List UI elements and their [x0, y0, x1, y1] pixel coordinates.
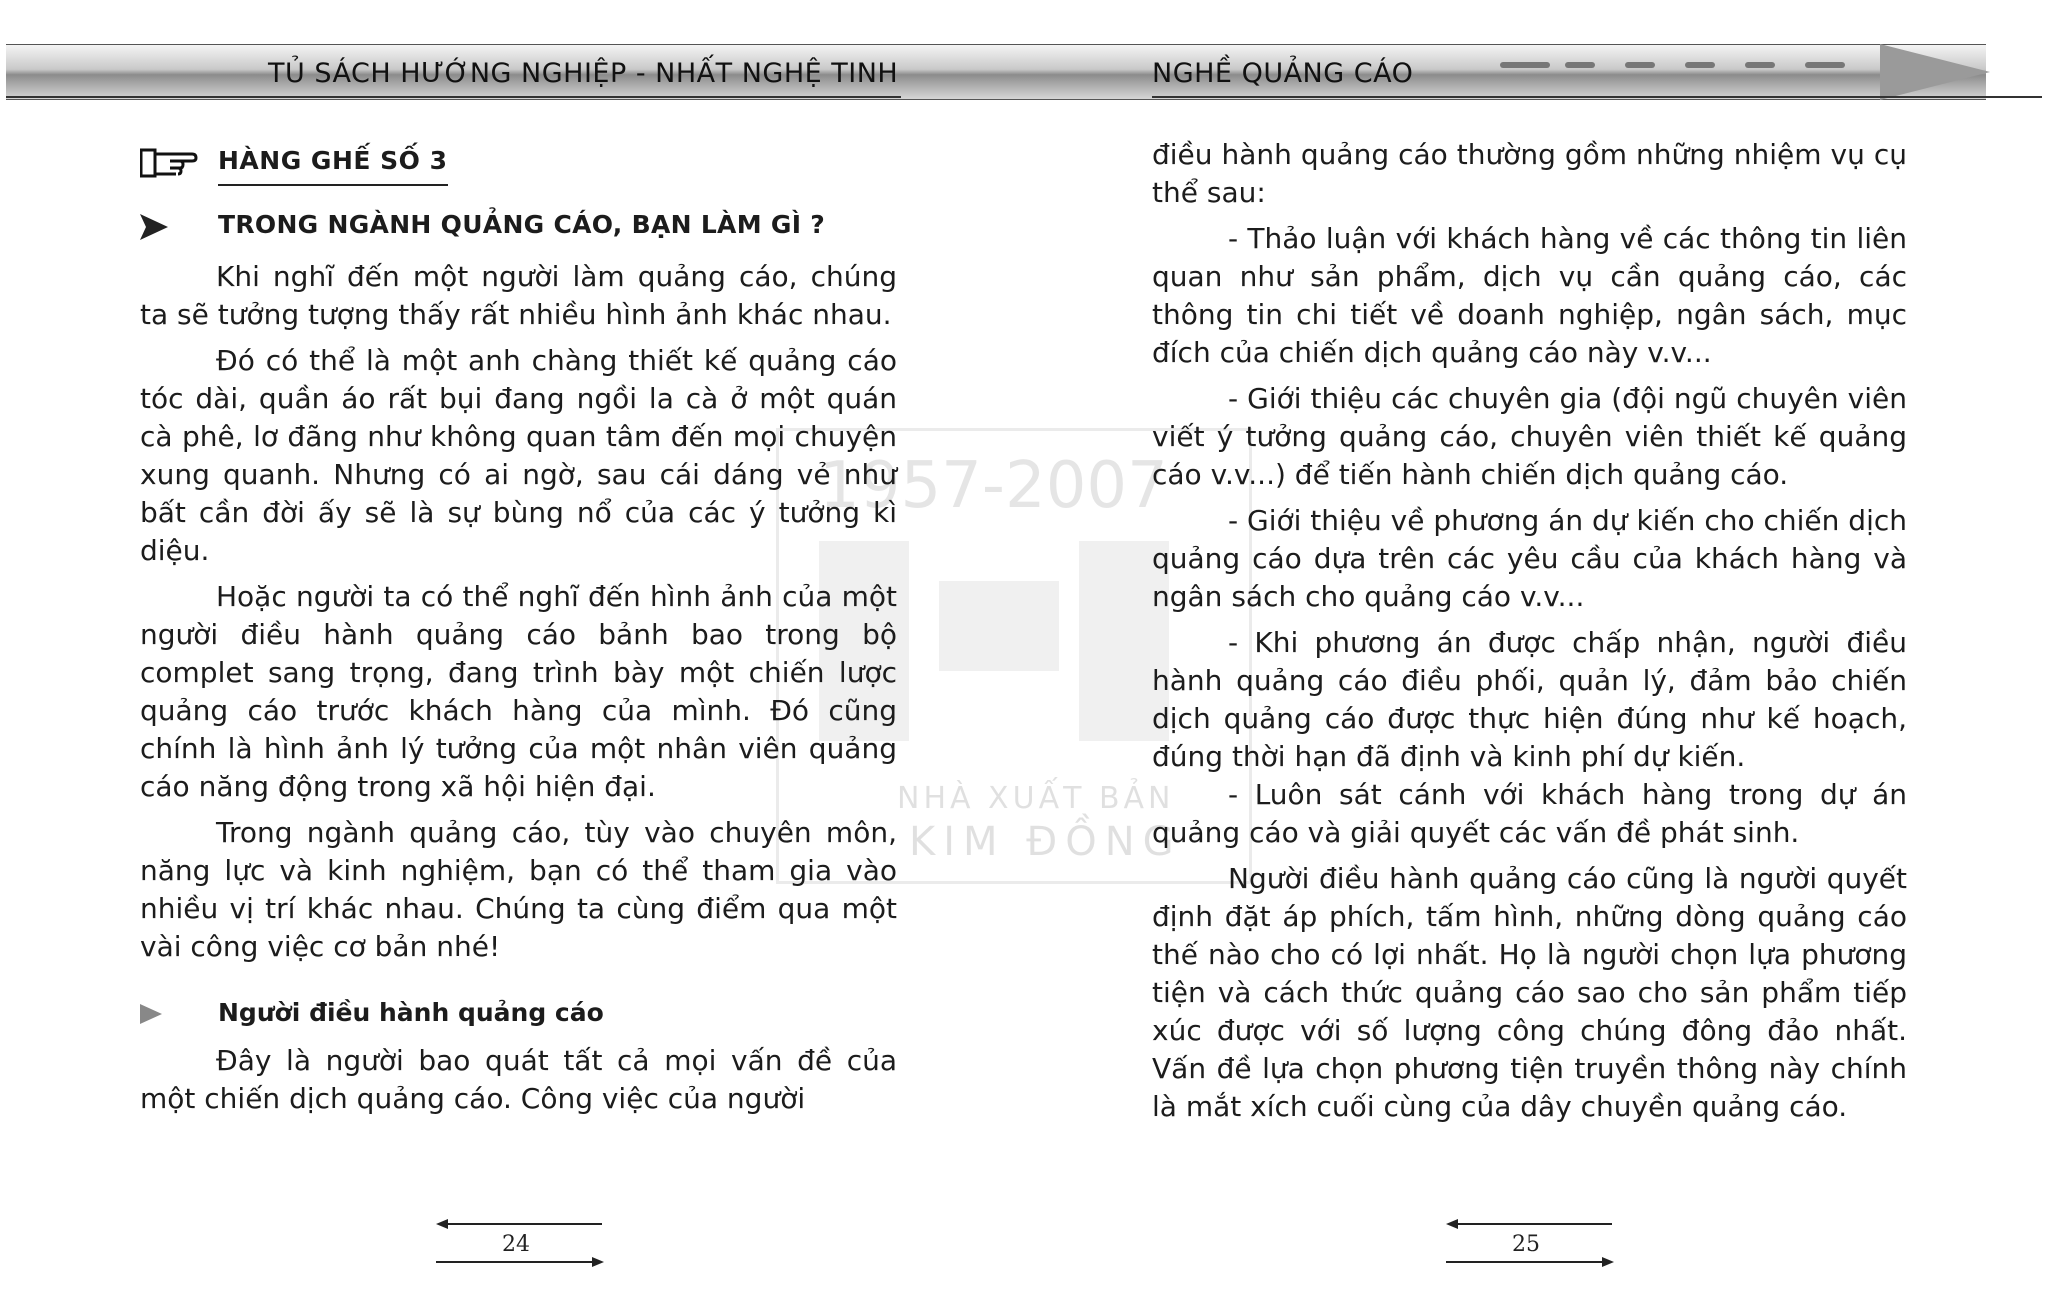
arrow-left-icon	[1446, 1218, 1614, 1230]
watermark-publisher-line1: NHÀ XUẤT BẢN	[897, 781, 1175, 816]
header-dash	[1565, 62, 1595, 68]
body-paragraph: Đây là người bao quát tất cả mọi vấn đề của một chiến dịch quảng cáo. Công việc của người	[140, 1044, 897, 1115]
triangle-bullet-icon	[140, 1004, 162, 1024]
watermark-years: 1957-2007	[819, 449, 1168, 523]
header-dash	[1625, 62, 1655, 68]
watermark-publisher-line2: KIM ĐỒNG	[909, 819, 1182, 865]
body-paragraph: Đó có thể là một anh chàng thiết kế quảng cáo tóc dài, quần áo rất bụi đang ngồi la cà ở một quán cà phê, lơ đãng như không quan tâm đến mọi chuyện xung quanh. Nhưng có ai ngờ, sau cái dáng vẻ như bất cần đời ấy sẽ là sự bùng nổ của các ý tưởng kì diệu.	[140, 344, 897, 567]
header-rule-right	[1152, 96, 2042, 98]
arrow-right-icon	[436, 1256, 604, 1268]
list-item: - Giới thiệu các chuyên gia (đội ngũ chuyên viên viết ý tưởng quảng cáo, chuyên viên thiết kế quảng cáo v.v...) để tiến hành chiến dịch quảng cáo.	[1152, 382, 1907, 491]
subheading-row	[140, 994, 897, 1032]
header-dash	[1500, 62, 1550, 68]
body-paragraph: Khi nghĩ đến một người làm quảng cáo, chúng ta sẽ tưởng tượng thấy rất nhiều hình ảnh khác nhau.	[140, 260, 897, 331]
header-dash	[1805, 62, 1845, 68]
list-item: - Giới thiệu về phương án dự kiến cho chiến dịch quảng cáo dựa trên các yêu cầu của khách hàng và ngân sách cho quảng cáo v.v...	[1152, 504, 1907, 613]
section-heading: HÀNG GHẾ SỐ 3	[218, 142, 448, 186]
header-dash	[1685, 62, 1715, 68]
header-rule-left	[6, 96, 901, 98]
body-paragraph: Hoặc người ta có thể nghĩ đến hình ảnh của một người điều hành quảng cáo bảnh bao trong bộ complet sang trọng, đang trình bày một chiến lược quảng cáo trước khách hàng của mình. Đó cũng chính là hình ảnh lý tưởng của một nhân viên quảng cáo năng động trong xã hội hiện đại.	[140, 580, 897, 803]
body-paragraph: Trong ngành quảng cáo, tùy vào chuyên môn, năng lực và kinh nghiệm, bạn có thể tham gia vào nhiều vị trí khác nhau. Chúng ta cùng điểm qua một vài công việc cơ bản nhé!	[140, 816, 897, 963]
header-dash	[1745, 62, 1775, 68]
header-arrow-tip	[1880, 44, 1990, 100]
right-page-column	[1152, 136, 1907, 1126]
list-item: - Khi phương án được chấp nhận, người điều hành quảng cáo điều phối, quản lý, đảm bảo chiến dịch quảng cáo được thực hiện đúng như kế hoạch, đúng thời hạn đã định và kinh phí dự kiến.	[1152, 626, 1907, 773]
triangle-bullet-icon	[140, 214, 168, 240]
arrow-right-icon	[1446, 1256, 1614, 1268]
pointing-hand-icon	[140, 144, 198, 178]
list-item: - Luôn sát cánh với khách hàng trong dự án quảng cáo và giải quyết các vấn đề phát sinh.	[1152, 778, 1907, 849]
body-paragraph: Người điều hành quảng cáo cũng là người quyết định đặt áp phích, tấm hình, những dòng quảng cáo thế nào cho có lợi nhất. Họ là người chọn lựa phương tiện và cách thức quảng cáo sao cho sản phẩm tiếp xúc được với số lượng công chúng đông đảo nhất. Vấn đề lựa chọn phương tiện truyền thông này chính là mắt xích cuối cùng của dây chuyền quảng cáo.	[1152, 862, 1907, 1123]
subheading: Người điều hành quảng cáo	[218, 998, 604, 1027]
watermark-shape	[939, 581, 1059, 671]
left-page-column	[140, 140, 897, 1118]
series-title: TỦ SÁCH HƯỚNG NGHIỆP - NHẤT NGHỆ TINH	[268, 58, 899, 89]
question-heading: TRONG NGÀNH QUẢNG CÁO, BẠN LÀM GÌ ?	[218, 210, 826, 239]
section-heading-row	[140, 140, 897, 180]
book-title: NGHỀ QUẢNG CÁO	[1152, 58, 1414, 89]
body-paragraph: điều hành quảng cáo thường gồm những nhiệm vụ cụ thể sau:	[1152, 138, 1907, 209]
arrow-left-icon	[436, 1218, 604, 1230]
page-number: 24	[502, 1232, 530, 1257]
list-item: - Thảo luận với khách hàng về các thông tin liên quan như sản phẩm, dịch vụ cần quảng cáo, các thông tin chi tiết về doanh nghiệp, ngân sách, mục đích của chiến dịch quảng cáo này v.v...	[1152, 222, 1907, 369]
page-number: 25	[1512, 1232, 1540, 1257]
question-heading-row	[140, 206, 897, 244]
